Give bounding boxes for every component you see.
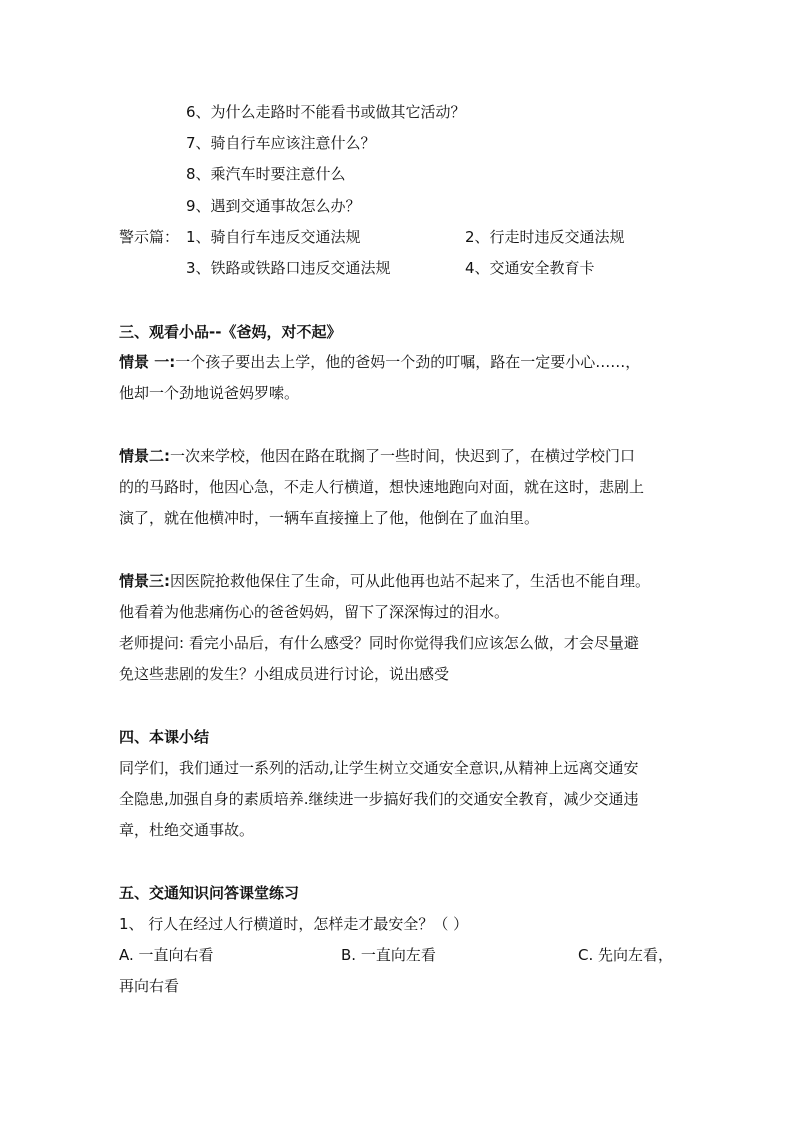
section-4-title: 四、本课小结 bbox=[119, 728, 210, 746]
question-8: 8、乘汽车时要注意什么 bbox=[186, 165, 346, 183]
teacher-question-line-1: 老师提问: 看完小品后，有什么感受？同时你觉得我们应该怎么做，才会尽量避 bbox=[119, 634, 639, 652]
teacher-question-line-2: 免这些悲剧的发生？小组成员进行讨论，说出感受 bbox=[119, 665, 450, 683]
quiz-option-a: A. 一直向右看 bbox=[119, 946, 214, 964]
scene-1-text: 一个孩子要出去上学，他的爸妈一个劲的叮嘱，路在一定要小心……， bbox=[175, 353, 641, 371]
quiz-option-c-continued: 再向右看 bbox=[119, 977, 180, 995]
scene-1-paragraph bbox=[119, 352, 640, 372]
summary-line-1: 同学们，我们通过一系列的活动,让学生树立交通安全意识,从精神上远离交通安 bbox=[119, 759, 639, 777]
scene-3-text: 因医院抢救他保住了生命，可从此他再也站不起来了，生活也不能自理。 bbox=[170, 572, 651, 590]
scene-2-line-3: 演了，就在他横冲时，一辆车直接撞上了他，他倒在了血泊里。 bbox=[119, 509, 540, 527]
quiz-option-b: B. 一直向左看 bbox=[341, 946, 436, 964]
scene-2-text: 一次来学校，他因在路在耽搁了一些时间，快迟到了，在横过学校门口 bbox=[170, 447, 636, 465]
scene-1-label: 情景 一: bbox=[119, 353, 176, 371]
scene-3-label: 情景三: bbox=[119, 572, 170, 590]
warning-label: 警示篇： bbox=[119, 228, 180, 246]
quiz-option-c: C. 先向左看， bbox=[578, 946, 674, 964]
scene-2-paragraph bbox=[119, 446, 635, 466]
scene-3-paragraph bbox=[119, 571, 650, 591]
warning-item-4: 4、交通安全教育卡 bbox=[465, 259, 595, 277]
warning-item-1: 1、骑自行车违反交通法规 bbox=[186, 228, 361, 246]
quiz-question-1: 1、 行人在经过人行横道时，怎样走才最安全？（ ） bbox=[119, 915, 469, 933]
summary-line-2: 全隐患,加强自身的素质培养.继续进一步搞好我们的交通安全教育，减少交通违 bbox=[119, 790, 639, 808]
scene-2-line-2: 的的马路时，他因心急，不走人行横道，想快速地跑向对面，就在这时，悲剧上 bbox=[119, 478, 645, 496]
scene-2-label: 情景二: bbox=[119, 447, 170, 465]
section-5-title: 五、交通知识问答课堂练习 bbox=[119, 884, 300, 902]
warning-item-3: 3、铁路或铁路口违反交通法规 bbox=[186, 259, 391, 277]
warning-item-2: 2、行走时违反交通法规 bbox=[465, 228, 625, 246]
section-3-title: 三、观看小品--《爸妈，对不起》 bbox=[119, 323, 342, 341]
question-7: 7、骑自行车应该注意什么？ bbox=[186, 134, 376, 152]
scene-1-line-2: 他却一个劲地说爸妈罗嗦。 bbox=[119, 384, 300, 402]
question-9: 9、遇到交通事故怎么办？ bbox=[186, 197, 361, 215]
summary-line-3: 章，杜绝交通事故。 bbox=[119, 821, 255, 839]
scene-3-line-2: 他看着为他悲痛伤心的爸爸妈妈，留下了深深悔过的泪水。 bbox=[119, 603, 510, 621]
question-6: 6、为什么走路时不能看书或做其它活动？ bbox=[186, 103, 466, 121]
